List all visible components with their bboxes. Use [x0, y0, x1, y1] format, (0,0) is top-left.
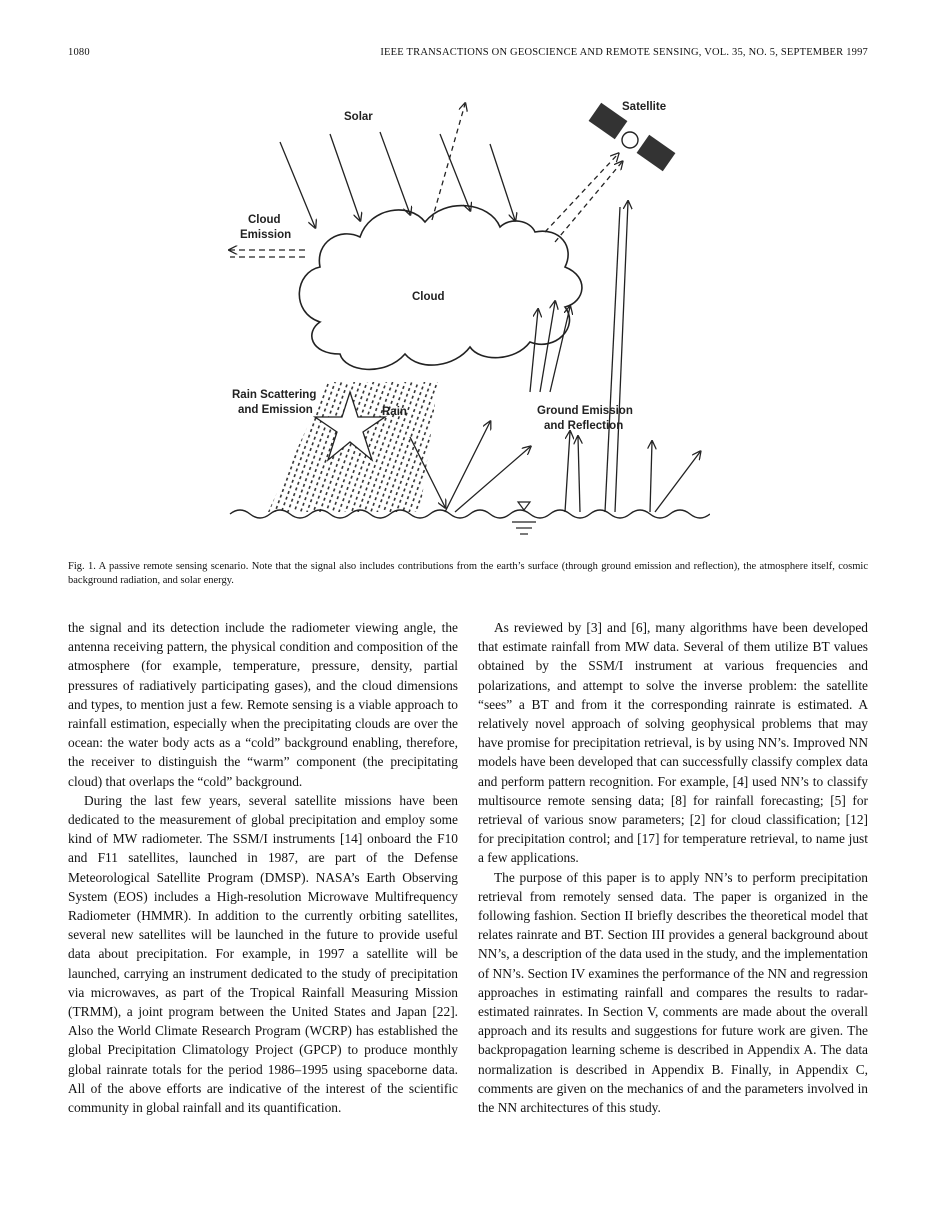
label-ground-emission-1: Ground Emission: [537, 405, 633, 417]
left-column: [68, 618, 458, 1117]
right-column: [478, 618, 868, 1117]
water-level-symbol: [512, 502, 536, 534]
label-cloud-emission-1: Cloud: [248, 214, 281, 226]
label-ground-emission-2: and Reflection: [544, 420, 624, 432]
paragraph: As reviewed by [3] and [6], many algorithms have been developed that estimate rainfall from MW data. Several of them utilize BT values obtained by the SSM/I instrument at various frequencies and polarizations, and attempt to solve the inverse problem: the satellite “sees” a BT and from it the corresponding rainrate is estimated. A relatively novel approach of solving geophysical problems that may have promise for precipitation retrieval, is by using NN’s. Improved NN models have been developed that can successfully classify complex data and perform pattern recognition. For example, [4] used NN’s to classify multisource remote sensing data; [8] for rainfall forecasting; [5] for retrieval of various snow parameters; [2] for cloud classification; [12] for precipitation control; and [17] for temperature retrieval, to name just a few applications.: [478, 620, 868, 866]
page-number: 1080: [68, 47, 90, 58]
label-rain: Rain: [382, 406, 407, 418]
scenario-diagram: [210, 92, 710, 542]
label-solar: Solar: [344, 111, 373, 123]
label-cloud-emission-2: Emission: [240, 229, 292, 241]
cloud-shape: [299, 206, 582, 370]
journal-title: IEEE TRANSACTIONS ON GEOSCIENCE AND REMOTE SENSING, VOL. 35, NO. 5, SEPTEMBER 1997: [380, 47, 868, 58]
paragraph: The purpose of this paper is to apply NN’s to perform precipitation retrieval from remotely sensed data. The paper is organized in the following fashion. Section II briefly describes the theoretical model that relates rainrate and BT. Section III provides a general background about NN’s, a description of the data used in the study, and the implementation of NN’s. Section IV examines the performance of the NN and regression approaches in estimating rainfall and compares the results to radar-estimated rainrates. In Section V, comments are made about the overall approach and its results and suggestions for future work are given. The backpropagation learning scheme is described in Appendix A. The data normalization is described in Appendix B. Finally, in Appendix C, comments are given on the mechanics of and the parameters involved in the NN architectures of this study.: [478, 869, 868, 1116]
running-header: [68, 47, 868, 61]
figure-remote-sensing-scenario: [210, 92, 710, 542]
label-satellite: Satellite: [622, 101, 667, 113]
satellite-icon: [589, 103, 676, 171]
paragraph: During the last few years, several satellite missions have been dedicated to the measurement of global precipitation and employ some kind of MW radiometer. The SSM/I instruments [14] onboard the F10 and F11 satellites, launched in 1987, are part of the Defense Meteorological Satellite Program (DMSP). NASA’s Earth Observing System (EOS) includes a High-resolution Microwave Multifrequency Radiometer (HMMR). In addition to the currently orbiting satellites, several new satellites will be launched in the future to provide useful data about precipitation. For example, in 1997 a satellite will be launched, carrying an instrument dedicated to the study of precipitation via microwaves, as part of the Tropical Rainfall Measuring Mission (TRMM), a joint program between the United States and Japan [22]. Also the World Climate Research Program (WCRP) has established the global Precipitation Climatology Project (GPCP) to produce monthly global rainrate totals for the period 1986–1995 using spaceborne data. All of the above efforts are indicative of the interest of the scientific community in global rainfall and its quantification.: [68, 792, 458, 1116]
figure-caption: Fig. 1. A passive remote sensing scenario. Note that the signal also includes contributions from the earth’s surface (through ground emission and reflection), the atmosphere itself, cosmic background radiation, and solar energy.: [68, 561, 868, 586]
label-cloud: Cloud: [412, 291, 445, 303]
paragraph: the signal and its detection include the radiometer viewing angle, the antenna receiving pattern, the physical condition and composition of the atmosphere (for example, temperature, pressure, density, partial pressures of radiatively participating gases), and the cloud dimensions and types, to mention just a few. Remote sensing is a viable approach to rainfall estimation, especially when the precipitating clouds are over the ocean: the water body acts as a “cold” background enabling, therefore, the receiver to distinguish the “warm” component (the precipitating cloud) that overlaps the “cold” background.: [68, 620, 458, 789]
label-rain-scattering-2: and Emission: [238, 404, 313, 416]
label-rain-scattering-1: Rain Scattering: [232, 389, 317, 401]
